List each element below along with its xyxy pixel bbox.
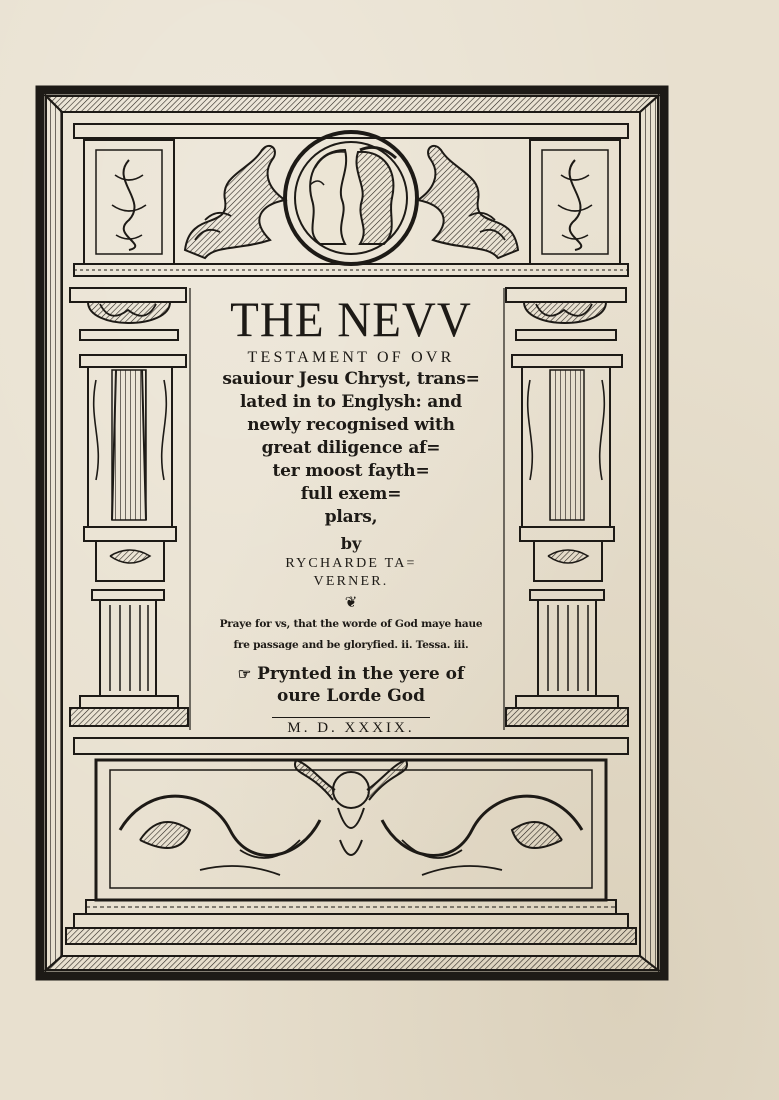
body-line: lated in to Englysh: and (240, 392, 462, 412)
prayer-line: Praye for vs, that the worde of God maye haue (219, 618, 483, 630)
manicule-icon: ☞ (237, 665, 252, 683)
body-line: great diligence af= (261, 438, 441, 458)
author-line: VERNER. (313, 574, 389, 589)
title-subtitle: TESTAMENT OF OVR (247, 349, 455, 366)
body-line: ter moost fayth= (272, 461, 430, 481)
by-line: by (340, 534, 362, 553)
top-frieze (74, 124, 628, 276)
title-block (190, 292, 512, 737)
fleuron-icon: ❦ (344, 593, 358, 611)
imprint-line-2: oure Lorde God (276, 686, 425, 706)
bottom-panel (66, 738, 636, 944)
imprint-date: M. D. XXXIX. (272, 717, 430, 737)
prayer-line: fre passage and be gloryfied. ii. Tessa. iii. (233, 639, 469, 651)
imprint-line (190, 663, 512, 685)
author-line: RYCHARDE TA= (285, 556, 417, 571)
body-line: full exem= (300, 484, 402, 504)
body-line: newly recognised with (247, 415, 455, 435)
body-line: sauiour Jesu Chryst, trans= (222, 369, 480, 389)
title-main: THE NEVV (230, 292, 472, 348)
left-column (70, 288, 188, 726)
imprint-text: Prynted in the yere of (257, 664, 465, 684)
right-column (506, 288, 628, 726)
body-line: plars, (324, 507, 378, 527)
